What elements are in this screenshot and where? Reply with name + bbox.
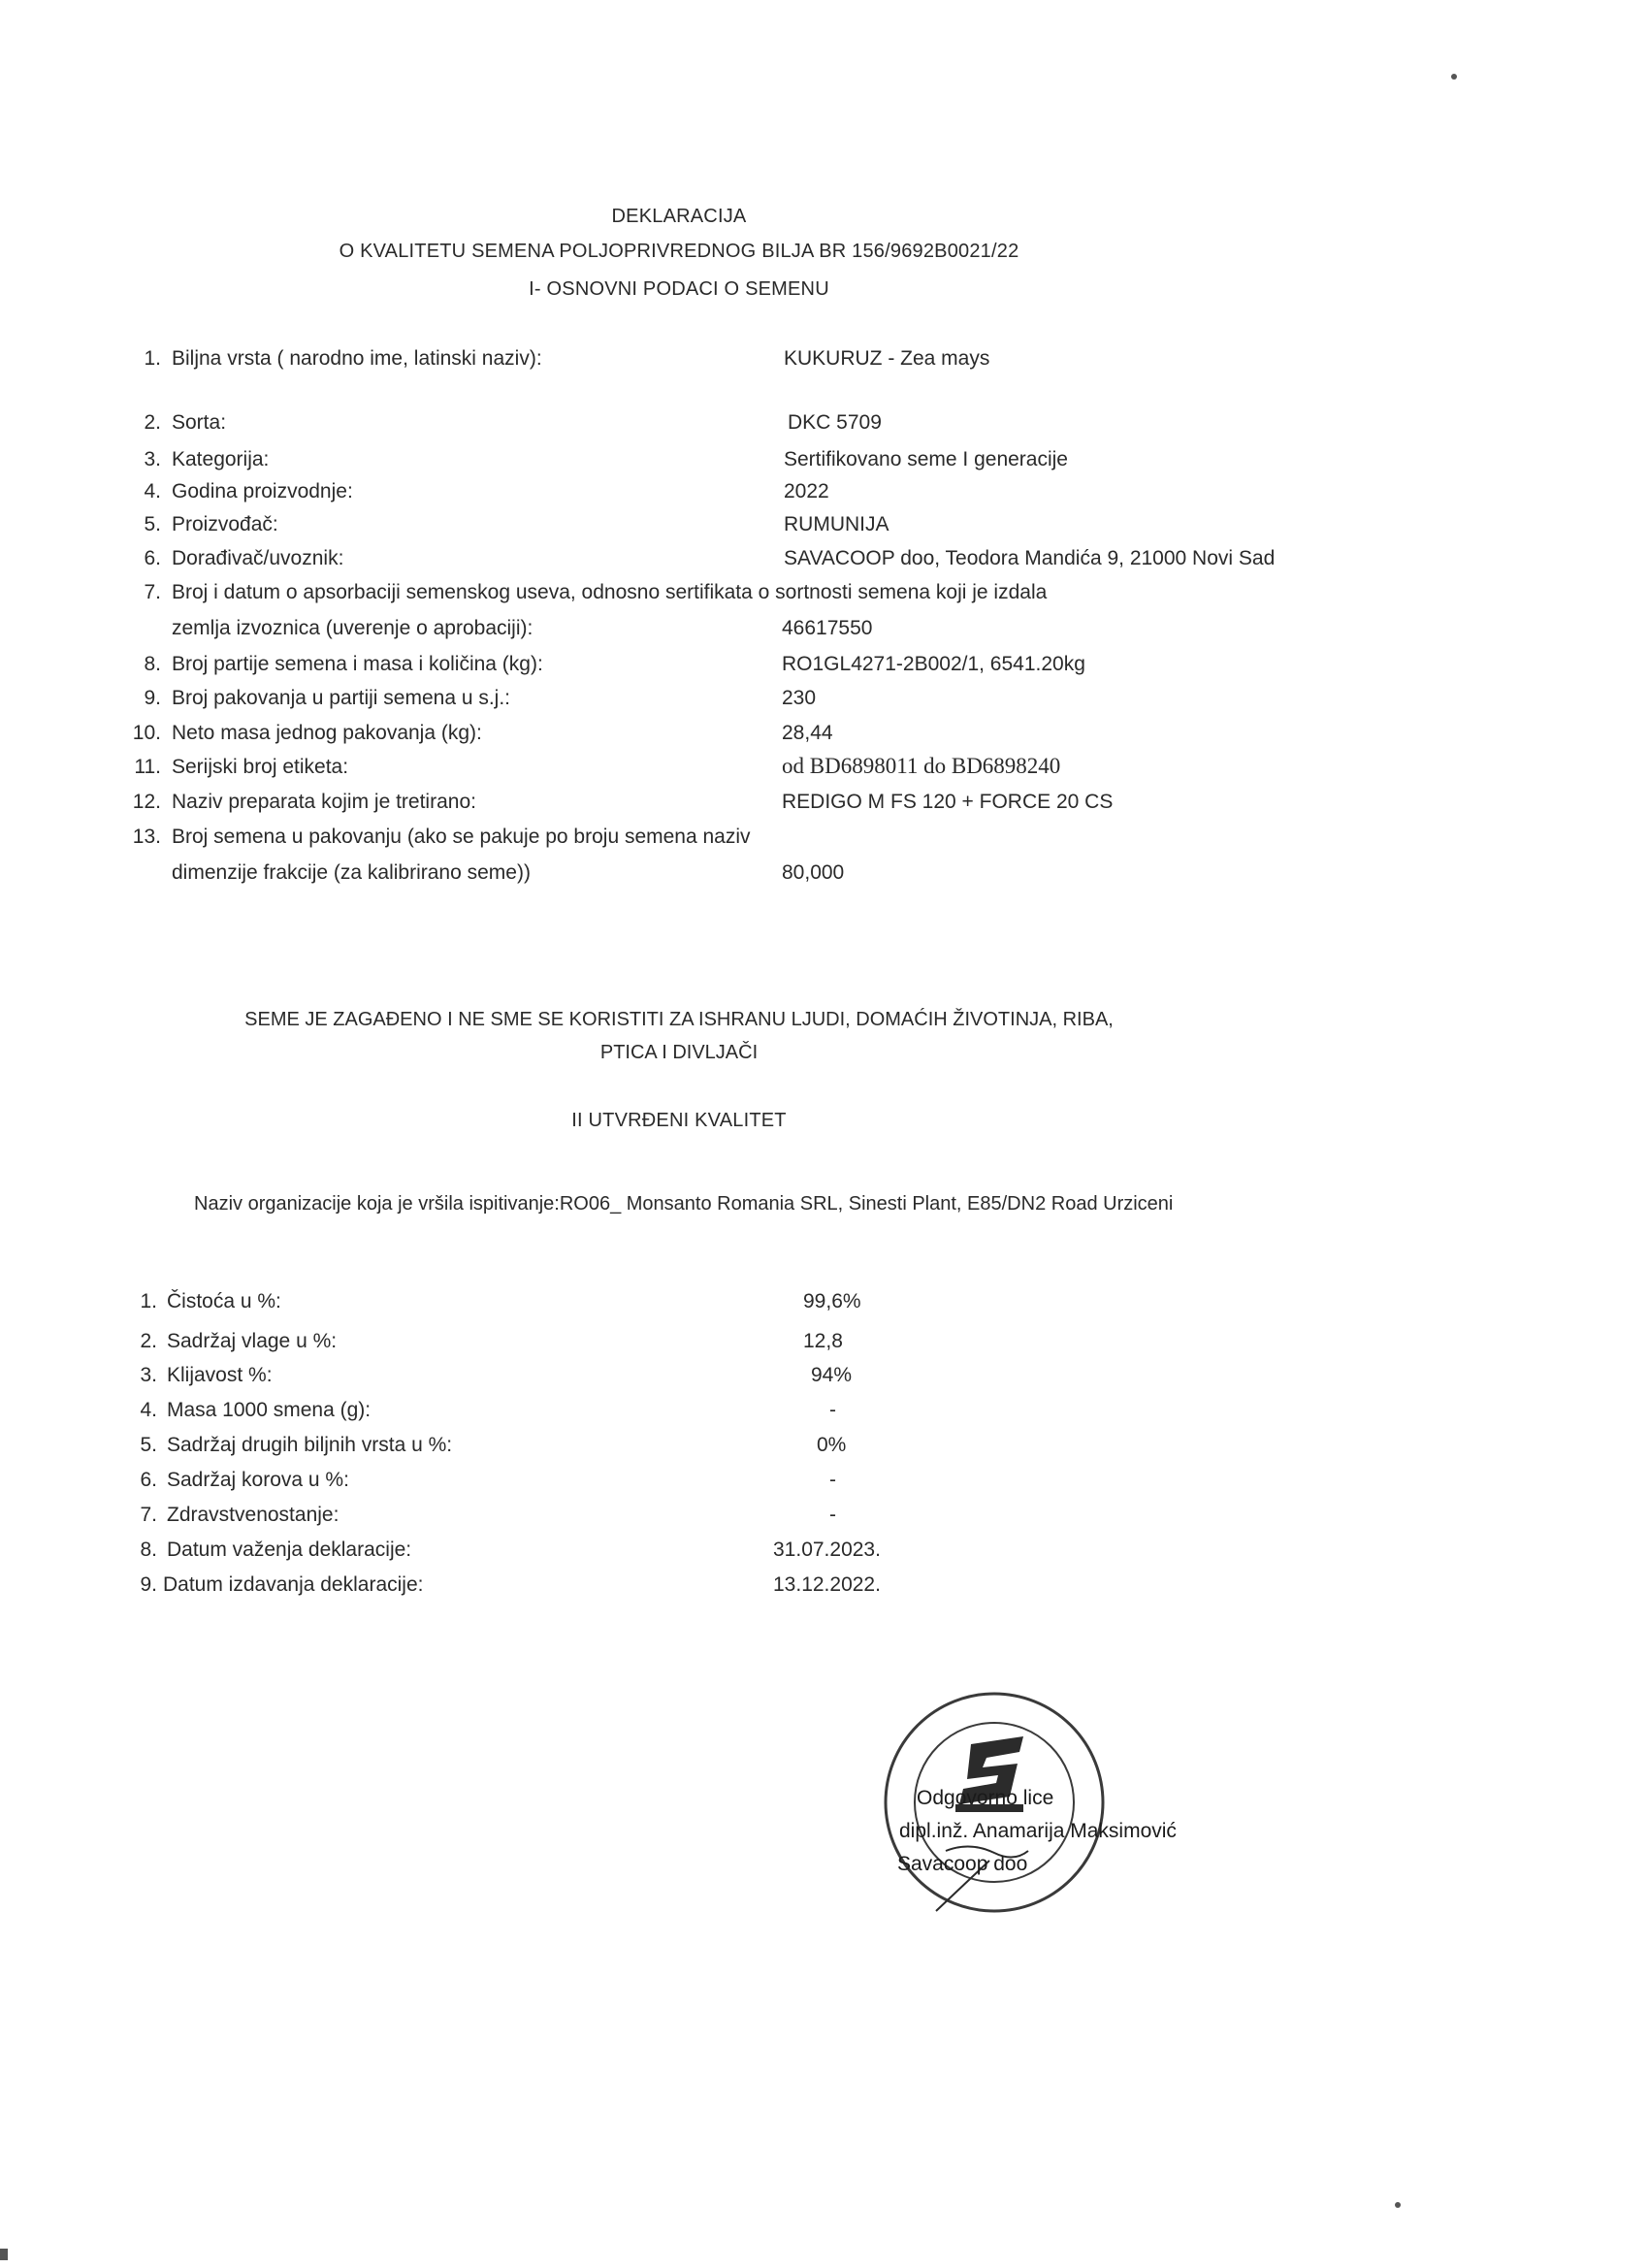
scan-speck	[1451, 74, 1457, 80]
scan-speck	[1395, 2202, 1401, 2208]
declaration-page: DEKLARACIJA O KVALITETU SEMENA POLJOPRIVREDNOG BILJA BR 156/9692B0021/22 I- OSNOVNI PODACI O SEMENU 1. Biljna vrsta ( narodno ime, latinski naziv): KUKURUZ - Zea mays 2. Sorta: DKC 5709 3. Kategorija: Sertifikovano seme I generacije 4. Godina proizvodnje: 2022 5. Proizvođač: RUMUNIJA 6. Dorađivač/uvoznik: SAVACOOP doo, Teodora Mandića 9, 21000 Novi Sad 7. Broj i datum o apsorbaciji semenskog useva, odnosno sertifikata o sortnosti semena koji je izdala zemlja izvoznica (uverenje o aprobaciji): 46617550 8. Broj partije semena i masa i količina (kg): RO1GL4271-2B002/1, 6541.20kg 9. Broj pakovanja u partiji semena u s.j.: 230 10. Neto masa jednog pakovanja (kg): 28,44 11. Serijski broj etiketa: od BD6898011 do BD6898240 12. Naziv preparata kojim je tretirano: REDIGO M FS 120 + FORCE 20 CS 13. Broj semena u pakovanju (ako se pakuje po broju semena naziv dimenzije frakcije (za kalibrirano seme)) 80,000 SEME JE ZAGAĐENO I NE SME SE KORISTITI ZA ISHRANU LJUDI, DOMAĆIH ŽIVOTINJA, RIBA, PTICA I DIVLJAČI II UTVRĐENI KVALITET Naziv organizacije koja je vršila ispitivanje:RO06_ Monsanto Romania SRL, Sinesti Plant, E85/DN2 Road Urziceni 1. Čistoća u %: 99,6% 2. Sadržaj vlage u %: 12,8 3. Klijavost %: 94% 4. Masa 1000 smena (g): - 5. Sadržaj drugih biljnih vrsta u %: 0% 6. Sadržaj korova u %: - 7. Zdravstvenostanje: - 8. Datum važenja deklaracije: 31.07.2023. 9. Datum izdavanja deklaracije: 13.12.2022. Odgovorno lice dipl.inž. Anamarija Maksimović Savacoop doo	[0, 0, 1649, 2268]
signature-company: Savacoop doo	[897, 1853, 1028, 1875]
signature-role: Odgovorno lice	[917, 1787, 1054, 1809]
section-quality-heading: II UTVRĐENI KVALITET	[571, 1110, 787, 1131]
warning-line-1: SEME JE ZAGAĐENO I NE SME SE KORISTITI ZA ISHRANU LJUDI, DOMAĆIH ŽIVOTINJA, RIBA,	[244, 1009, 1114, 1030]
document-title: DEKLARACIJA	[611, 206, 747, 227]
warning-line-2: PTICA I DIVLJAČI	[599, 1042, 759, 1063]
testing-organization: Naziv organizacije koja je vršila ispitivanje:RO06_ Monsanto Romania SRL, Sinesti Plant, E85/DN2 Road Urziceni	[194, 1193, 1174, 1215]
scan-speck	[0, 2249, 8, 2260]
signatory-name: dipl.inž. Anamarija Maksimović	[899, 1820, 1177, 1842]
section-basic-heading: I- OSNOVNI PODACI O SEMENU	[529, 278, 829, 300]
document-subtitle: O KVALITETU SEMENA POLJOPRIVREDNOG BILJA BR 156/9692B0021/22	[339, 241, 1019, 262]
